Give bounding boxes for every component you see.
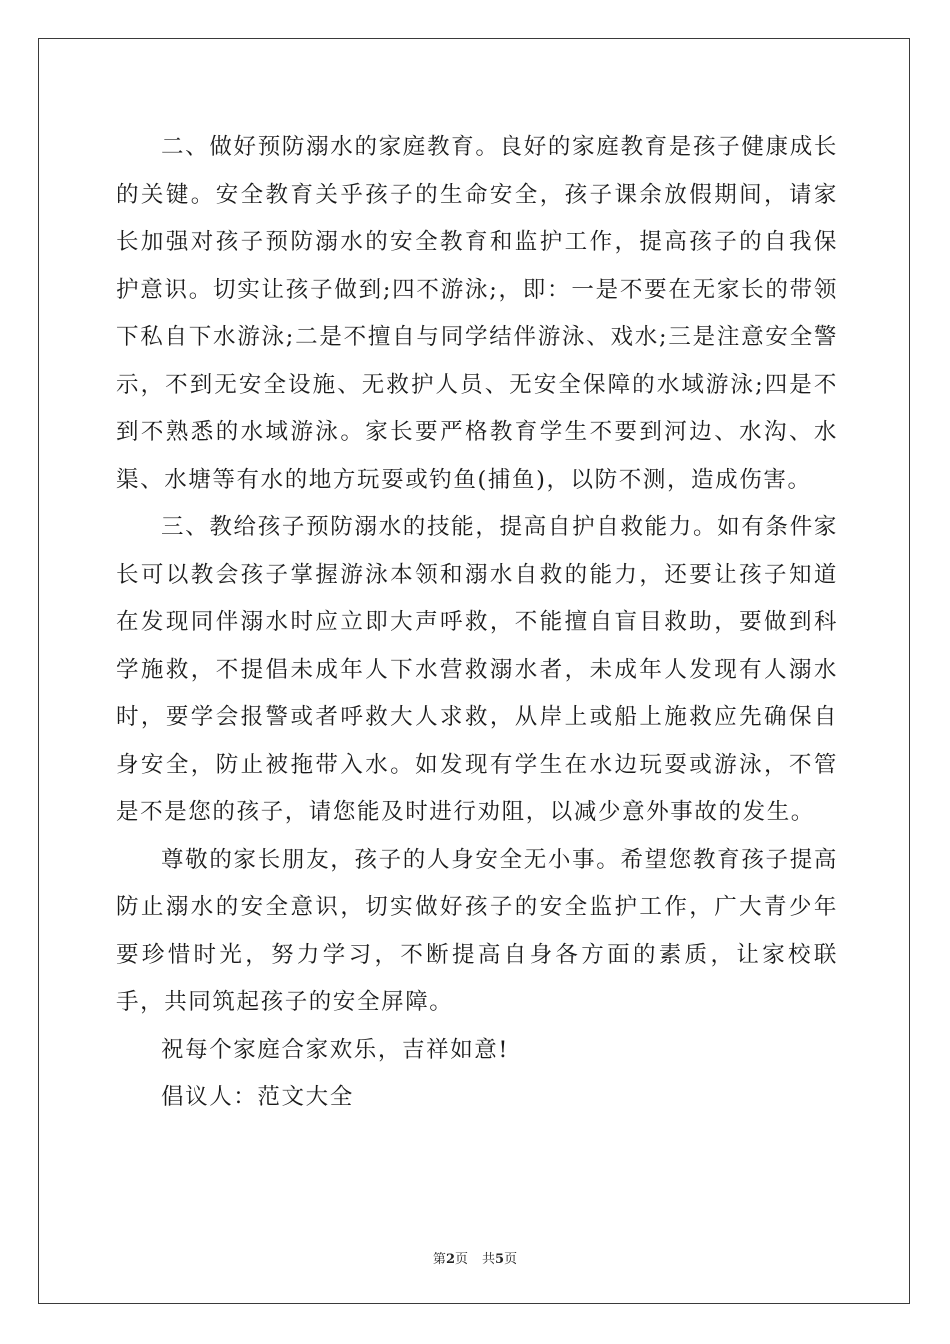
page-prefix: 第: [432, 1252, 446, 1267]
paragraph-drowning-skills: 三、教给孩子预防溺水的技能，提高自护自救能力。如有条件家长可以教会孩子掌握游泳本领和溺水自救的能力，还要让孩子知道在发现同伴溺水时应立即大声呼救，不能擅自盲目救助，要做到科学施救，不提倡未成年人下水营救溺水者，未成年人发现有人溺水时，要学会报警或者呼救大人求救，从岸上或船上施救应先确保自身安全，防止被拖带入水。如发现有学生在水边玩耍或游泳，不管是不是您的孩子，请您能及时进行劝阻，以减少意外事故的发生。: [116, 514, 838, 825]
paragraph-blessing: 祝每个家庭合家欢乐，吉祥如意!: [161, 1036, 510, 1063]
page-suffix: 页: [454, 1252, 468, 1267]
page-footer: [0, 1248, 950, 1267]
total-suffix: 页: [504, 1252, 518, 1267]
document-body: [116, 124, 838, 1122]
paragraph-signature: 倡议人：范文大全: [161, 1084, 354, 1110]
page-number: 2: [445, 1252, 455, 1267]
paragraph-drowning-family-education: 二、做好预防溺水的家庭教育。良好的家庭教育是孩子健康成长的关键。安全教育关乎孩子的生命安全，孩子课余放假期间，请家长加强对孩子预防溺水的安全教育和监护工作，提高孩子的自我保护意识。切实让孩子做到;四不游泳;，即：一是不要在无家长的带领下私自下水游泳;二是不擅自与同学结伴游泳、戏水;三是注意安全警示，不到无安全设施、无救护人员、无安全保障的水域游泳;四是不到不熟悉的水域游泳。家长要严格教育学生不要到河边、水沟、水渠、水塘等有水的地方玩耍或钓鱼(捕鱼)，以防不测，造成伤害。: [116, 134, 838, 493]
total-pages: 5: [495, 1252, 505, 1267]
total-prefix: 共: [482, 1252, 496, 1267]
paragraph-closing-appeal: 尊敬的家长朋友，孩子的人身安全无小事。希望您教育孩子提高防止溺水的安全意识，切实做好孩子的安全监护工作，广大青少年要珍惜时光，努力学习，不断提高自身各方面的素质，让家校联手，共同筑起孩子的安全屏障。: [116, 846, 838, 1015]
